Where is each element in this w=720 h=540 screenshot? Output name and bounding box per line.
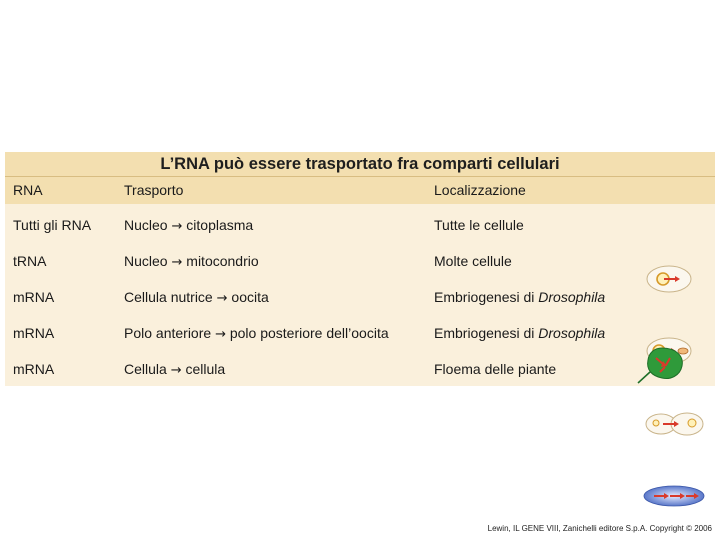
arrow-icon: →	[170, 363, 182, 378]
header-trasporto: Trasporto	[124, 182, 184, 198]
table-row	[5, 351, 715, 387]
localization: Embriogenesi di Drosophila	[434, 289, 606, 305]
nurse-cell-oocyte-icon	[643, 411, 705, 437]
rna-type: tRNA	[13, 253, 47, 269]
transport-route: Polo anteriore → polo posteriore dell’oocita	[124, 325, 389, 342]
rna-type: mRNA	[13, 361, 55, 377]
table-row	[5, 315, 715, 351]
table-row	[5, 279, 715, 315]
header-localizzazione: Localizzazione	[434, 182, 526, 198]
table-header-row	[5, 176, 715, 204]
transport-route: Cellula nutrice → oocita	[124, 289, 269, 306]
rna-type: Tutti gli RNA	[13, 217, 92, 233]
rna-type: mRNA	[13, 289, 55, 305]
arrow-icon: →	[171, 219, 183, 234]
localization: Embriogenesi di Drosophila	[434, 325, 606, 341]
header-rna: RNA	[13, 182, 43, 198]
table-title: L’RNA può essere trasportato fra comparti cellulari	[5, 152, 715, 176]
localization: Molte cellule	[434, 253, 512, 269]
transport-route: Nucleo → citoplasma	[124, 217, 254, 234]
oocyte-poles-icon	[642, 484, 706, 508]
plant-leaf-icon	[636, 346, 688, 384]
rna-type: mRNA	[13, 325, 55, 341]
localization: Tutte le cellule	[434, 217, 524, 233]
arrow-icon: →	[215, 327, 226, 342]
table-row	[5, 243, 715, 279]
copyright-footer: Lewin, IL GENE VIII, Zanichelli editore S.p.A. Copyright © 2006	[487, 524, 712, 533]
localization: Floema delle piante	[434, 361, 557, 377]
rna-transport-table	[5, 152, 715, 386]
transport-route: Cellula → cellula	[124, 361, 226, 378]
arrow-icon: →	[216, 291, 228, 306]
table-row	[5, 207, 715, 243]
arrow-icon: →	[171, 255, 183, 270]
transport-route: Nucleo → mitocondrio	[124, 253, 259, 270]
